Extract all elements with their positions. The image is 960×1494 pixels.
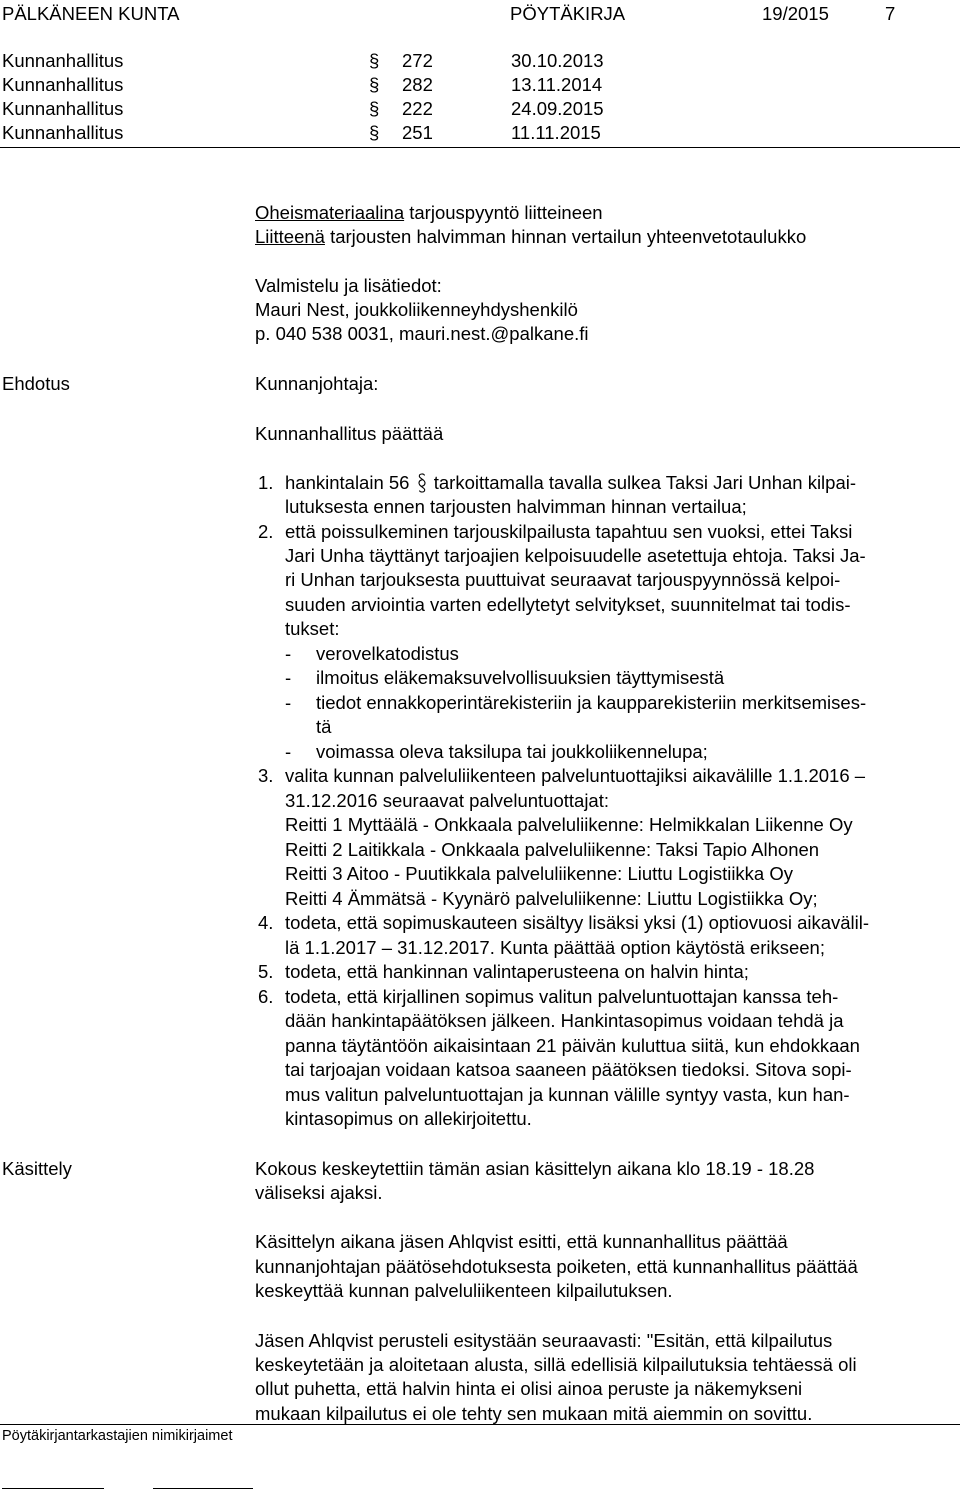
footer-divider	[0, 1424, 960, 1425]
item-number: 2.	[258, 521, 274, 542]
item-5-line: todeta, että hankinnan valintaperusteena on halvin hinta;	[285, 961, 749, 982]
handling-paragraph-line: keskeytetään ja aloitetaan alusta, sillä edellisiä kilpailutuksia tehtäessä oli	[255, 1354, 857, 1375]
item-4-line: todeta, että sopimuskauteen sisältyy lisäksi yksi (1) optiovuosi aikavälil-	[285, 912, 870, 933]
proposal-presenter: Kunnanjohtaja:	[255, 373, 379, 394]
document-number: 19/2015	[762, 3, 829, 24]
bullet-dash: -	[285, 741, 292, 762]
bullet-item: tä	[316, 716, 332, 737]
history-date: 30.10.2013	[511, 50, 604, 71]
handling-paragraph-line: väliseksi ajaksi.	[255, 1182, 383, 1203]
item-6-line: panna täytäntöön aikaisintaan 21 päivän kuluttua siitä, kun ehdokkaan	[285, 1035, 860, 1056]
handling-label: Käsittely	[2, 1158, 72, 1179]
signature-line	[2, 1488, 104, 1489]
item-number: 4.	[258, 912, 274, 933]
section-sign-icon: §	[369, 74, 380, 95]
handling-paragraph-line: Kokous keskeytettiin tämän asian käsittelyn aikana klo 18.19 - 18.28	[255, 1158, 815, 1179]
bullet-item: voimassa oleva taksilupa tai joukkoliikennelupa;	[316, 741, 708, 762]
preparation-contact: p. 040 538 0031, mauri.nest.@palkane.fi	[255, 323, 589, 344]
section-sign-icon: §	[369, 122, 380, 143]
bullet-item: tiedot ennakkoperintärekisteriin ja kaupparekisteriin merkitsemises-	[316, 692, 867, 713]
item-4-line: lä 1.1.2017 – 31.12.2017. Kunta päättää option käytöstä erikseen;	[285, 937, 825, 958]
history-section: 272	[402, 50, 433, 71]
item-2-line: ri Unhan tarjouksesta puuttuivat seuraavat tarjouspyynnössä kelpoi-	[285, 569, 841, 590]
bullet-item: ilmoitus eläkemaksuvelvollisuuksien täyttymisestä	[316, 667, 725, 688]
item-2-line: että poissulkeminen tarjouskilpailusta tapahtuu sen vuoksi, ettei Taksi	[285, 521, 853, 542]
item-1-line: lutuksesta ennen tarjousten halvimman hinnan vertailua;	[285, 496, 747, 517]
municipality-name: PÄLKÄNEEN KUNTA	[2, 3, 180, 24]
bullet-dash: -	[285, 692, 292, 713]
preparation-heading: Valmistelu ja lisätiedot:	[255, 275, 442, 296]
item-6-line: mus valitun palveluntuottajan ja kunnan välille syntyy vasta, kun han-	[285, 1084, 850, 1105]
item-6-line: kintasopimus on allekirjoitettu.	[285, 1108, 532, 1129]
history-body: Kunnanhallitus	[2, 98, 124, 119]
header-divider	[0, 147, 960, 148]
attachment-line-1: Oheismateriaalina tarjouspyyntö liitteineen	[255, 202, 603, 223]
history-section: 282	[402, 74, 433, 95]
proposal-decides: Kunnanhallitus päättää	[255, 423, 444, 444]
history-date: 11.11.2015	[511, 122, 601, 143]
attachment-link-oheismateriaalina[interactable]: Oheismateriaalina	[255, 202, 405, 223]
preparation-person: Mauri Nest, joukkoliikenneyhdyshenkilö	[255, 299, 578, 320]
history-section: 222	[402, 98, 433, 119]
item-number: 5.	[258, 961, 274, 982]
item-3-line: 31.12.2016 seuraavat palveluntuottajat:	[285, 790, 609, 811]
history-date: 13.11.2014	[511, 74, 603, 95]
item-2-line: tukset:	[285, 618, 340, 639]
history-section: 251	[402, 122, 433, 143]
attachment-link-liitteena[interactable]: Liitteenä	[255, 226, 325, 247]
item-number: 1.	[258, 472, 274, 493]
signature-line	[153, 1488, 253, 1489]
item-1-line: hankintalain 56 tarkoittamalla tavalla sulkea Taksi Jari Unhan kilpai-	[285, 472, 857, 493]
handling-paragraph-line: ollut puhetta, että halvin hinta ei olisi ainoa peruste ja näkemykseni	[255, 1378, 803, 1399]
item-6-line: dään hankintapäätöksen jälkeen. Hankintasopimus voidaan tehdä ja	[285, 1010, 844, 1031]
handling-paragraph-line: kunnanjohtajan päätösehdotuksesta poiketen, että kunnanhallitus päättää	[255, 1256, 858, 1277]
item-3-line: valita kunnan palveluliikenteen palveluntuottajiksi aikavälille 1.1.2016 –	[285, 765, 866, 786]
attachment-line-2: Liitteenä tarjousten halvimman hinnan vertailun yhteenvetotaulukko	[255, 226, 807, 247]
route-line: Reitti 4 Ämmätsä - Kyynärö palveluliikenne: Liuttu Logistiikka Oy;	[285, 888, 818, 909]
item-2-line: Jari Unha täyttänyt tarjoajien kelpoisuudelle asetettuja ehtoja. Taksi Ja-	[285, 545, 866, 566]
history-date: 24.09.2015	[511, 98, 604, 119]
route-line: Reitti 2 Laitikkala - Onkkaala palveluliikenne: Taksi Tapio Alhonen	[285, 839, 820, 860]
history-body: Kunnanhallitus	[2, 122, 124, 143]
item-2-line: suuden arviointia varten edellytetyt selvitykset, suunnitelmat tai todis-	[285, 594, 851, 615]
handling-paragraph-line: mukaan kilpailutus ei ole tehty sen mukaan mitä aiemmin on sovittu.	[255, 1403, 813, 1424]
section-sign-icon: §	[369, 98, 380, 119]
item-number: 3.	[258, 765, 274, 786]
proposal-label: Ehdotus	[2, 373, 70, 394]
history-body: Kunnanhallitus	[2, 50, 124, 71]
bullet-dash: -	[285, 667, 292, 688]
signature-label: Pöytäkirjantarkastajien nimikirjaimet	[2, 1428, 233, 1444]
handling-paragraph-line: Jäsen Ahlqvist perusteli esitystään seuraavasti: "Esitän, että kilpailutus	[255, 1330, 833, 1351]
item-6-line: todeta, että kirjallinen sopimus valitun palveluntuottajan kanssa teh-	[285, 986, 839, 1007]
route-line: Reitti 3 Aitoo - Puutikkala palveluliikenne: Liuttu Logistiikka Oy	[285, 863, 793, 884]
page-number: 7	[885, 3, 896, 24]
bullet-item: verovelkatodistus	[316, 643, 459, 664]
handling-paragraph-line: keskeyttää kunnan palveluliikenteen kilpailutuksen.	[255, 1280, 673, 1301]
section-sign-icon	[417, 472, 427, 494]
document-type: PÖYTÄKIRJA	[510, 3, 626, 24]
route-line: Reitti 1 Myttäälä - Onkkaala palveluliikenne: Helmikkalan Liikenne Oy	[285, 814, 853, 835]
handling-paragraph-line: Käsittelyn aikana jäsen Ahlqvist esitti, että kunnanhallitus päättää	[255, 1231, 788, 1252]
bullet-dash: -	[285, 643, 292, 664]
section-sign-icon: §	[369, 50, 380, 71]
history-body: Kunnanhallitus	[2, 74, 124, 95]
item-6-line: tai tarjoajan voidaan katsoa saaneen päätöksen tiedoksi. Sitova sopi-	[285, 1059, 852, 1080]
item-number: 6.	[258, 986, 274, 1007]
